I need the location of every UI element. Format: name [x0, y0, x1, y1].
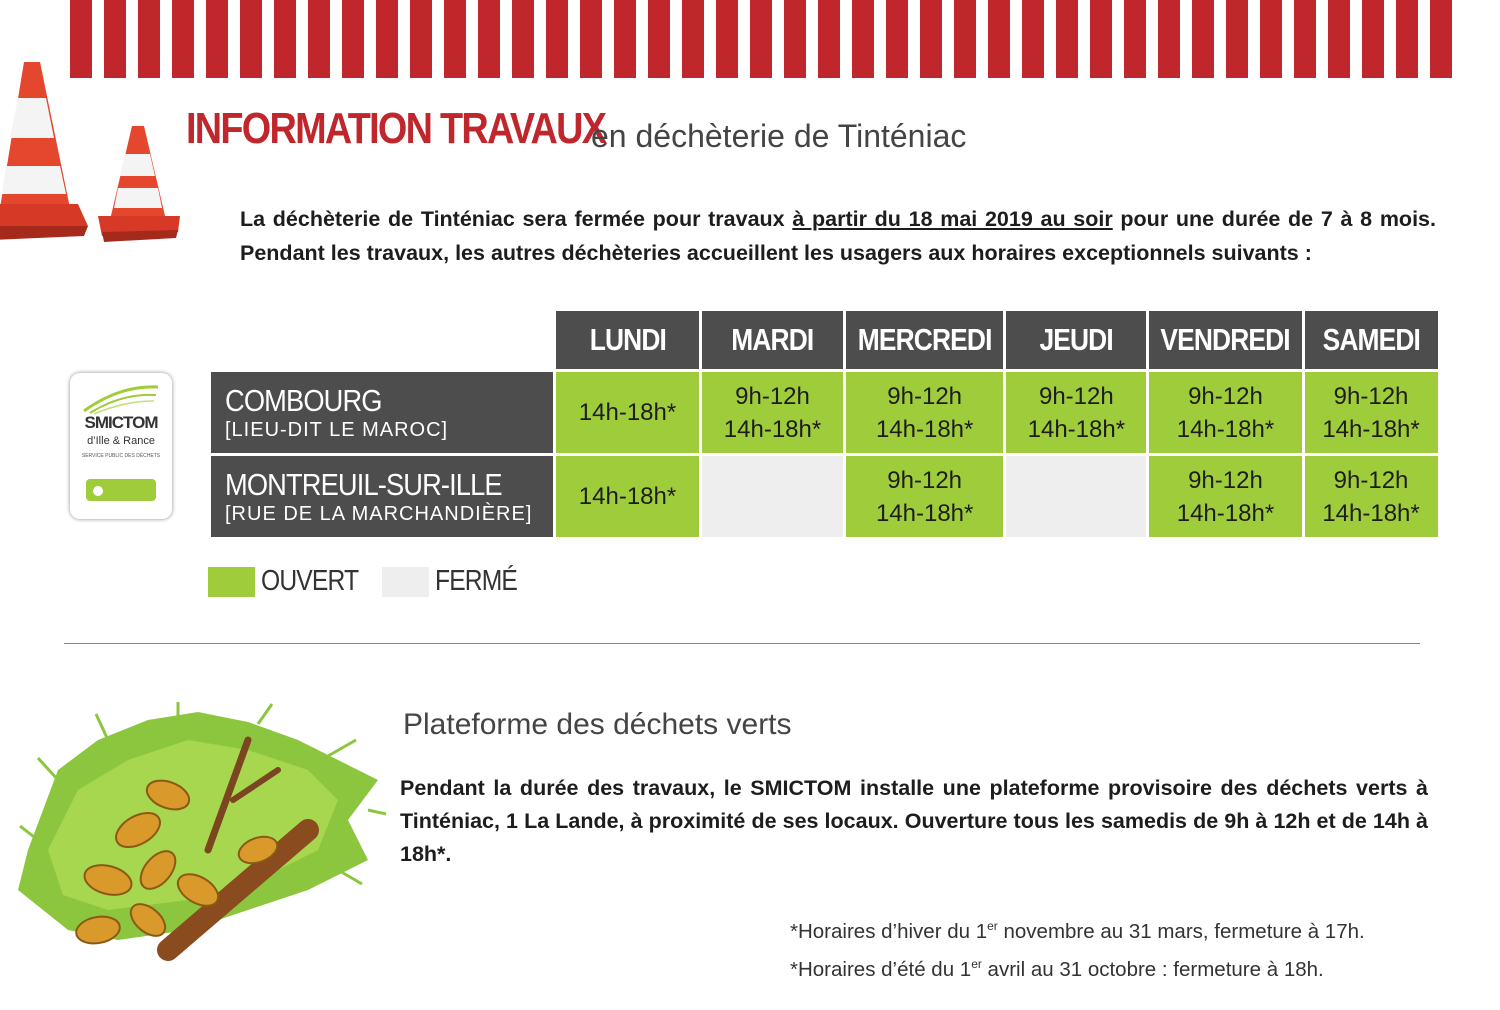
- legend-closed-label: FERMÉ: [435, 565, 518, 597]
- legend-closed: [382, 565, 532, 598]
- schedule-row-montreuil: [211, 456, 1438, 537]
- legend-closed-swatch: [382, 567, 429, 597]
- intro-paragraph: [240, 202, 1436, 270]
- hours-cell: 9h-12h 14h-18h*: [702, 372, 843, 453]
- smictom-logo: [70, 373, 172, 519]
- day-header: SAMEDI: [1305, 311, 1438, 369]
- location-cell: [211, 456, 553, 537]
- hours-cell: 9h-12h 14h-18h*: [1305, 456, 1438, 537]
- schedule-row-combourg: [211, 372, 1438, 453]
- hours-cell: [1006, 456, 1146, 537]
- legend-open-label: OUVERT: [261, 565, 359, 597]
- hours-cell: 9h-12h 14h-18h*: [1006, 372, 1146, 453]
- logo-tagline: SERVICE PUBLIC DES DÉCHETS: [81, 453, 161, 459]
- hours-cell: 14h-18h*: [556, 456, 699, 537]
- hours-cell: 9h-12h 14h-18h*: [1149, 372, 1301, 453]
- hours-cell: 9h-12h 14h-18h*: [846, 372, 1003, 453]
- day-header: MERCREDI: [846, 311, 1003, 369]
- legend-open-swatch: [208, 567, 255, 597]
- footnote-summer: *Horaires d’été du 1er avril au 31 octobre : fermeture à 18h.: [790, 956, 1324, 981]
- schedule-header-row: [211, 311, 1438, 369]
- intro-date-underlined: à partir du 18 mai 2019 au soir: [792, 207, 1113, 231]
- section-divider: [64, 643, 1420, 644]
- hours-cell: 14h-18h*: [556, 372, 699, 453]
- footnotes: [790, 910, 1365, 986]
- intro-text-start: La déchèterie de Tinténiac sera fermée pour travaux: [240, 207, 793, 231]
- platform-title: Plateforme des déchets verts: [403, 708, 792, 741]
- schedule-corner: [211, 311, 553, 369]
- footnote-winter: *Horaires d’hiver du 1er novembre au 31 mars, fermeture à 17h.: [790, 919, 1365, 943]
- logo-region: d’Ille & Rance: [87, 435, 155, 447]
- hours-cell: 9h-12h 14h-18h*: [1305, 372, 1438, 453]
- logo-name: SMICTOM: [84, 413, 158, 432]
- traffic-cone-large-icon: [0, 58, 90, 240]
- hours-cell: 9h-12h 14h-18h*: [1149, 456, 1301, 537]
- logo-swoosh-icon: [80, 381, 160, 415]
- hours-cell: [702, 456, 843, 537]
- green-waste-icon: [8, 700, 388, 970]
- platform-body: Pendant la durée des travaux, le SMICTOM installe une plateforme provisoire des déchets verts à Tinténiac, 1 La Lande, à proximité de ses locaux. Ouverture tous les samedis de 9h à 12h et de 14h à 18h*.: [400, 776, 1428, 866]
- location-address: [RUE DE LA MARCHANDIÈRE]: [225, 503, 533, 525]
- location-name: COMBOURG: [225, 383, 382, 418]
- traffic-cone-small-icon: [96, 124, 182, 242]
- location-name: MONTREUIL-SUR-ILLE: [225, 467, 502, 502]
- schedule-table: [208, 308, 1441, 540]
- hours-cell: 9h-12h 14h-18h*: [846, 456, 1003, 537]
- day-header: MARDI: [702, 311, 843, 369]
- legend-open: [208, 565, 375, 598]
- page-subtitle: en déchèterie de Tinténiac: [591, 118, 967, 154]
- location-address: [LIEU-DIT LE MAROC]: [225, 419, 449, 441]
- logo-bin-icon: [84, 477, 158, 503]
- day-header: VENDREDI: [1149, 311, 1301, 369]
- day-header: JEUDI: [1006, 311, 1146, 369]
- striped-barrier-banner: [70, 0, 1452, 78]
- day-header: LUNDI: [556, 311, 699, 369]
- intro-text-end: pour une durée de 7 à 8 mois. Pendant les travaux, les autres déchèteries accueillent les usagers aux horaires exceptionnels suivants :: [240, 207, 1436, 265]
- location-cell: [211, 372, 553, 453]
- page-title: INFORMATION TRAVAUX: [186, 104, 606, 153]
